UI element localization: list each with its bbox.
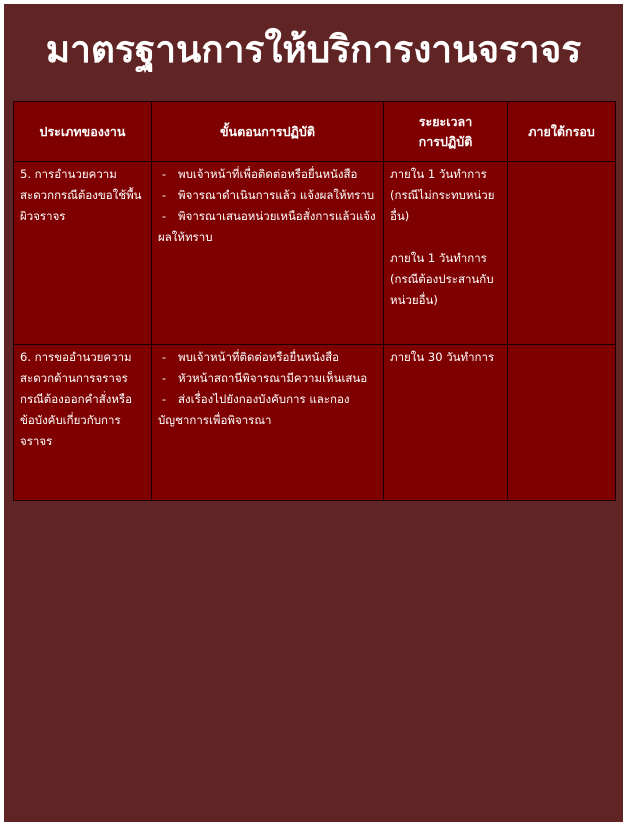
- step-item: [158, 206, 377, 248]
- header-work-type: ประเภทของงาน: [14, 102, 152, 162]
- step-text: พบเจ้าหน้าที่ติดต่อหรือยื่นหนังสือ: [178, 350, 340, 364]
- step-text: หัวหน้าสถานีพิจารณามีความเห็นเสนอ: [178, 371, 368, 385]
- header-framework: ภายใต้กรอบ: [508, 102, 616, 162]
- step-item: [158, 164, 377, 185]
- cell-work-type: 6. การขออำนวยความสะดวกด้านการจราจรกรณีต้องออกคำสั่งหรือข้อบังคับเกี่ยวกับการจราจร: [14, 345, 152, 501]
- header-duration-text: ระยะเวลา การปฏิบัติ: [418, 113, 473, 149]
- table-row: [14, 345, 616, 501]
- dash-marker: -: [162, 392, 167, 406]
- step-item: [158, 185, 377, 206]
- duration-text: ภายใน 1 วันทำการ (กรณีไม่กระทบหน่วยอื่น): [390, 167, 495, 223]
- step-text: พิจารณาดำเนินการแล้ว แจ้งผลให้ทราบ: [178, 188, 375, 202]
- step-item: [158, 389, 377, 431]
- dash-marker: -: [162, 167, 167, 181]
- dash-marker: -: [162, 188, 167, 202]
- cell-duration: [384, 345, 508, 501]
- step-item: [158, 347, 377, 368]
- header-procedure: ขั้นตอนการปฏิบัติ: [152, 102, 384, 162]
- cell-procedure: [152, 345, 384, 501]
- cell-duration: [384, 162, 508, 345]
- duration-text: ภายใน 30 วันทำการ: [390, 350, 495, 364]
- service-standard-table: [13, 101, 616, 501]
- table-row: [14, 162, 616, 345]
- header-duration: [384, 102, 508, 162]
- cell-framework: [508, 345, 616, 501]
- cell-framework: [508, 162, 616, 345]
- dash-marker: -: [162, 371, 167, 385]
- dash-marker: -: [162, 209, 167, 223]
- dash-marker: -: [162, 350, 167, 364]
- step-text: ส่งเรื่องไปยังกองบังคับการ และกองบัญชาการเพื่อพิจารณา: [158, 392, 350, 427]
- cell-work-type: 5. การอำนวยความสะดวกกรณีต้องขอใช้พื้นผิวจราจร: [14, 162, 152, 345]
- step-item: [158, 368, 377, 389]
- document-panel: [4, 4, 623, 822]
- table-header-row: [14, 102, 616, 162]
- page-title: มาตรฐานการให้บริการงานจราจร: [45, 28, 582, 71]
- step-text: พิจารณาเสนอหน่วยเหนือสั่งการแล้วแจ้งผลให้ทราบ: [158, 209, 376, 244]
- cell-procedure: [152, 162, 384, 345]
- step-text: พบเจ้าหน้าที่เพื่อติดต่อหรือยื่นหนังสือ: [178, 167, 358, 181]
- duration-text: ภายใน 1 วันทำการ (กรณีต้องประสานกับหน่วยอื่น): [390, 251, 494, 307]
